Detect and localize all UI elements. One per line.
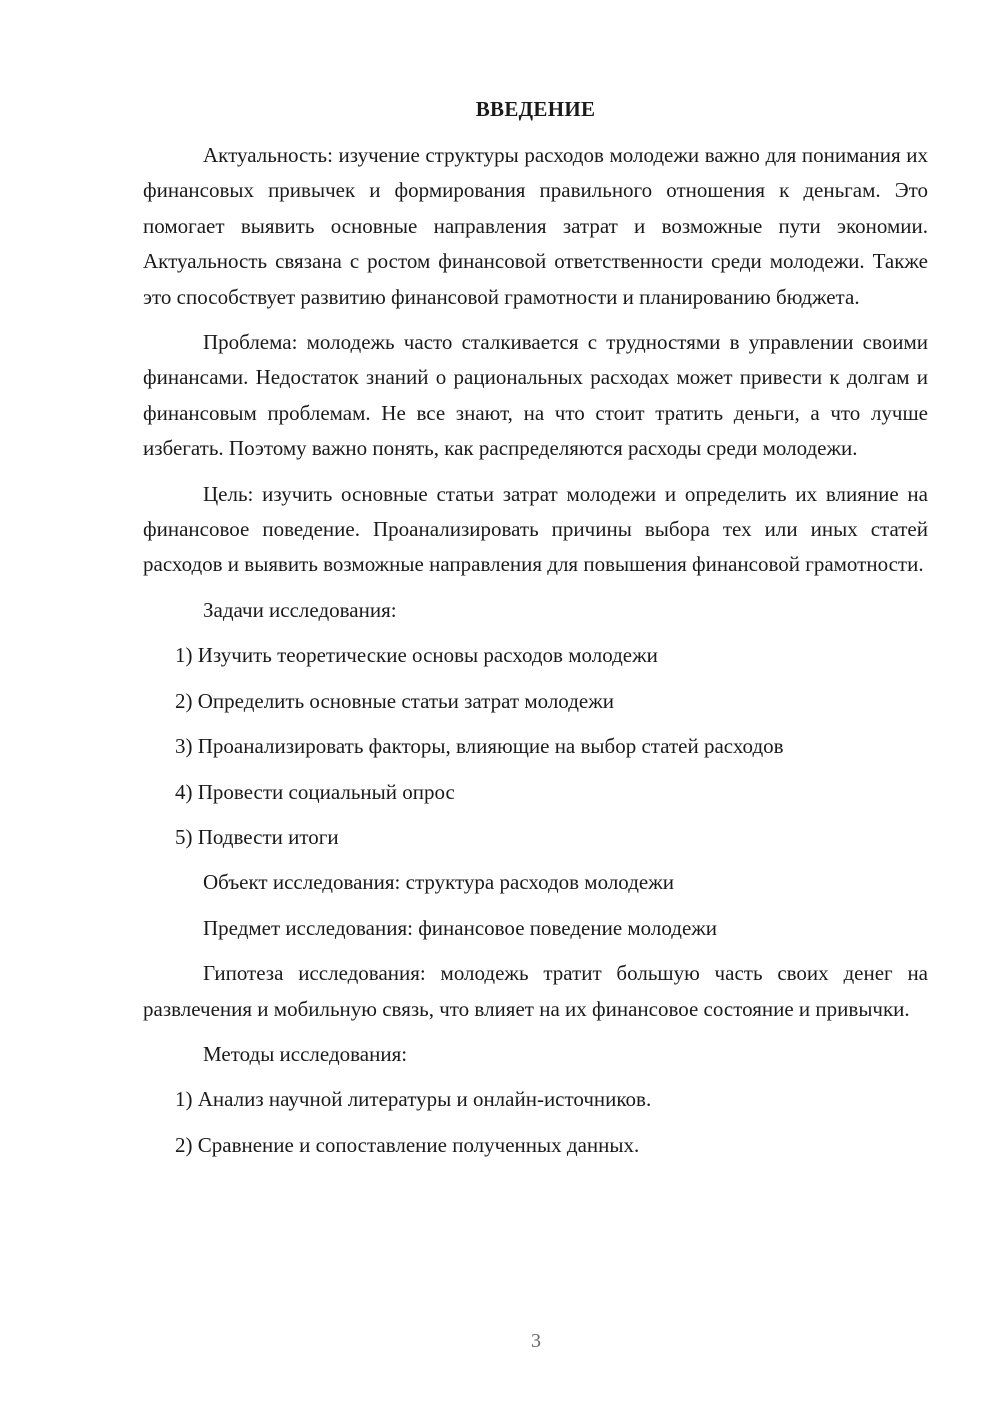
method-item-1: 1) Анализ научной литературы и онлайн-источников.: [175, 1087, 652, 1112]
methods-heading: Методы исследования:: [203, 1041, 408, 1066]
task-item-4: 4) Провести социальный опрос: [175, 779, 455, 804]
method-item-2: 2) Сравнение и сопоставление полученных данных.: [175, 1132, 640, 1157]
hypothesis-paragraph: Гипотеза исследования: молодежь тратит большую часть своих денег на развлечения и мобильную связь, что влияет на их финансовое состояние и привычки.: [143, 961, 928, 1021]
research-object: Объект исследования: структура расходов молодежи: [203, 870, 674, 895]
problem-paragraph: Проблема: молодежь часто сталкивается с трудностями в управлении своими финансами. Недостаток знаний о рациональных расходах может привести к долгам и финансовым проблемам. Не все знают, на что стоит тратить деньги, а что лучше избегать. Поэтому важно понять, как распределяются расходы среди молодежи.: [143, 330, 928, 461]
task-item-3: 3) Проанализировать факторы, влияющие на выбор статей расходов: [175, 734, 784, 759]
task-item-1: 1) Изучить теоретические основы расходов молодежи: [175, 643, 658, 668]
page-number: 3: [531, 1330, 541, 1352]
relevance-paragraph: Актуальность: изучение структуры расходов молодежи важно для понимания их финансовых привычек и формирования правильного отношения к деньгам. Это помогает выявить основные направления затрат и возможные пути экономии. Актуальность связана с ростом финансовой ответственности среди молодежи. Также это способствует развитию финансовой грамотности и планированию бюджета.: [143, 143, 928, 309]
task-item-2: 2) Определить основные статьи затрат молодежи: [175, 688, 614, 713]
research-subject: Предмет исследования: финансовое поведение молодежи: [203, 915, 718, 940]
goal-paragraph: Цель: изучить основные статьи затрат молодежи и определить их влияние на финансовое поведение. Проанализировать причины выбора тех или иных статей расходов и выявить возможные направления для повышения финансовой грамотности.: [143, 481, 928, 577]
document-page: [143, 94, 928, 1173]
task-item-5: 5) Подвести итоги: [175, 824, 339, 849]
section-title: ВВЕДЕНИЕ: [475, 97, 596, 121]
tasks-heading: Задачи исследования:: [203, 597, 397, 622]
